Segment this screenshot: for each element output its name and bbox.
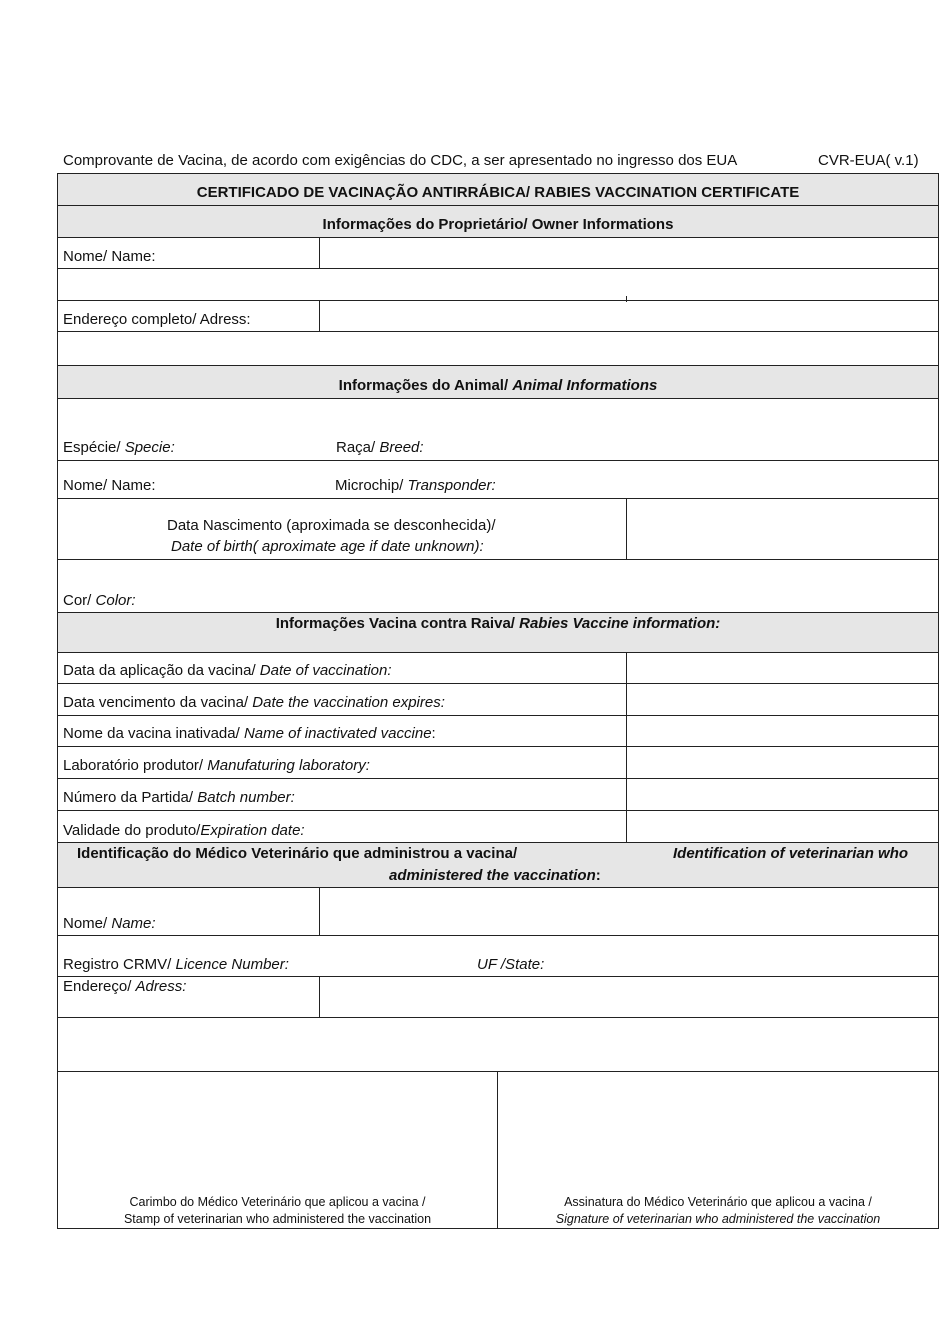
stamp-caption-pt: Carimbo do Médico Veterinário que aplicou a vacina / bbox=[129, 1195, 426, 1209]
batch-number-label: Número da Partida/ Batch number: bbox=[63, 789, 295, 806]
table-rule bbox=[57, 976, 939, 977]
table-rule bbox=[57, 1017, 939, 1018]
table-rule bbox=[57, 778, 939, 779]
color-label[interactable]: Cor/ Color: bbox=[63, 592, 136, 609]
owner-address-field[interactable] bbox=[321, 302, 937, 330]
vet-heading-en-cont: administered the vaccination: bbox=[389, 867, 601, 884]
table-rule bbox=[57, 268, 939, 269]
table-rule bbox=[57, 460, 939, 461]
vet-heading-pt: Identificação do Médico Veterinário que administrou a vacina/ bbox=[77, 845, 518, 862]
vet-name-label: Nome/ Name: bbox=[63, 915, 156, 932]
owner-name-extra-field[interactable] bbox=[59, 270, 937, 299]
table-rule bbox=[57, 205, 939, 206]
vaccine-name-label: Nome da vacina inativada/ Name of inactivated vaccine: bbox=[63, 725, 436, 742]
table-rule bbox=[57, 300, 939, 301]
vaccination-date-label: Data da aplicação da vacina/ Date of vaccination: bbox=[63, 662, 392, 679]
table-rule bbox=[57, 683, 939, 684]
table-rule bbox=[57, 398, 939, 399]
table-rule bbox=[57, 612, 939, 613]
laboratory-label: Laboratório produtor/ Manufaturing laboratory: bbox=[63, 757, 370, 774]
owner-heading: Informações do Proprietário/ Owner Informations bbox=[322, 216, 674, 233]
vet-address-label: Endereço/ Adress: bbox=[63, 978, 187, 995]
table-rule bbox=[57, 1228, 939, 1229]
microchip-label[interactable]: Microchip/ Transponder: bbox=[335, 477, 496, 494]
stamp-area[interactable] bbox=[59, 1073, 496, 1188]
owner-address-label: Endereço completo/ Adress: bbox=[63, 311, 251, 328]
col-divider bbox=[319, 300, 320, 331]
table-border-right bbox=[938, 173, 939, 1229]
table-rule bbox=[57, 365, 939, 366]
table-rule bbox=[57, 237, 939, 238]
signature-caption-en: Signature of veterinarian who administered the vaccination bbox=[555, 1212, 881, 1226]
table-rule bbox=[57, 331, 939, 332]
vaccination-expiry-label: Data vencimento da vacina/ Date the vaccination expires: bbox=[63, 694, 445, 711]
stamp-caption-en: Stamp of veterinarian who administered the vaccination bbox=[123, 1212, 432, 1226]
form-code: CVR-EUA( v.1) bbox=[818, 152, 919, 169]
table-rule bbox=[57, 810, 939, 811]
dob-label-en: Date of birth( aproximate age if date unknown): bbox=[171, 538, 484, 555]
product-expiry-label: Validade do produto/Expiration date: bbox=[63, 822, 305, 839]
col-divider bbox=[319, 976, 320, 1017]
owner-name-field[interactable] bbox=[321, 239, 937, 267]
vaccination-date-field[interactable] bbox=[628, 654, 937, 682]
col-divider bbox=[626, 498, 627, 559]
owner-address-extra-field[interactable] bbox=[59, 333, 937, 364]
table-border-left bbox=[57, 173, 58, 1229]
table-rule bbox=[57, 746, 939, 747]
state-label[interactable]: UF /State: bbox=[477, 956, 545, 973]
table-rule bbox=[57, 559, 939, 560]
vet-address-extra-field[interactable] bbox=[59, 1019, 937, 1070]
vet-heading-en: Identification of veterinarian who bbox=[673, 845, 909, 862]
table-rule bbox=[57, 173, 939, 174]
col-divider bbox=[319, 237, 320, 268]
vet-name-field[interactable] bbox=[321, 889, 937, 934]
product-expiry-field[interactable] bbox=[628, 812, 937, 841]
crmv-label[interactable]: Registro CRMV/ Licence Number: bbox=[63, 956, 289, 973]
vaccine-heading: Informações Vacina contra Raiva/ Rabies Vaccine information: bbox=[275, 615, 721, 632]
table-rule bbox=[57, 887, 939, 888]
table-rule bbox=[57, 498, 939, 499]
table-rule bbox=[57, 715, 939, 716]
certificate-title: CERTIFICADO DE VACINAÇÃO ANTIRRÁBICA/ RABIES VACCINATION CERTIFICATE bbox=[196, 184, 800, 201]
species-label[interactable]: Espécie/ Specie: bbox=[63, 439, 175, 456]
dob-field[interactable] bbox=[628, 500, 937, 558]
animal-heading: Informações do Animal/ Animal Informations bbox=[338, 377, 658, 394]
vaccination-expiry-field[interactable] bbox=[628, 685, 937, 714]
breed-label[interactable]: Raça/ Breed: bbox=[336, 439, 424, 456]
animal-name-label[interactable]: Nome/ Name: bbox=[63, 477, 156, 494]
batch-number-field[interactable] bbox=[628, 780, 937, 809]
signature-caption-pt: Assinatura do Médico Veterinário que aplicou a vacina / bbox=[564, 1195, 872, 1209]
table-rule bbox=[57, 935, 939, 936]
owner-name-label: Nome/ Name: bbox=[63, 248, 156, 265]
vet-address-field[interactable] bbox=[321, 978, 937, 1016]
table-rule bbox=[57, 842, 939, 843]
col-divider bbox=[319, 887, 320, 935]
signature-area[interactable] bbox=[499, 1073, 937, 1188]
col-divider bbox=[626, 652, 627, 842]
table-rule bbox=[57, 1071, 939, 1072]
form-subtitle: Comprovante de Vacina, de acordo com exigências do CDC, a ser apresentado no ingresso dos EUA bbox=[63, 152, 738, 169]
vaccine-name-field[interactable] bbox=[628, 717, 937, 745]
dob-label-pt: Data Nascimento (aproximada se desconhecida)/ bbox=[167, 517, 496, 534]
laboratory-field[interactable] bbox=[628, 748, 937, 777]
table-rule bbox=[57, 652, 939, 653]
